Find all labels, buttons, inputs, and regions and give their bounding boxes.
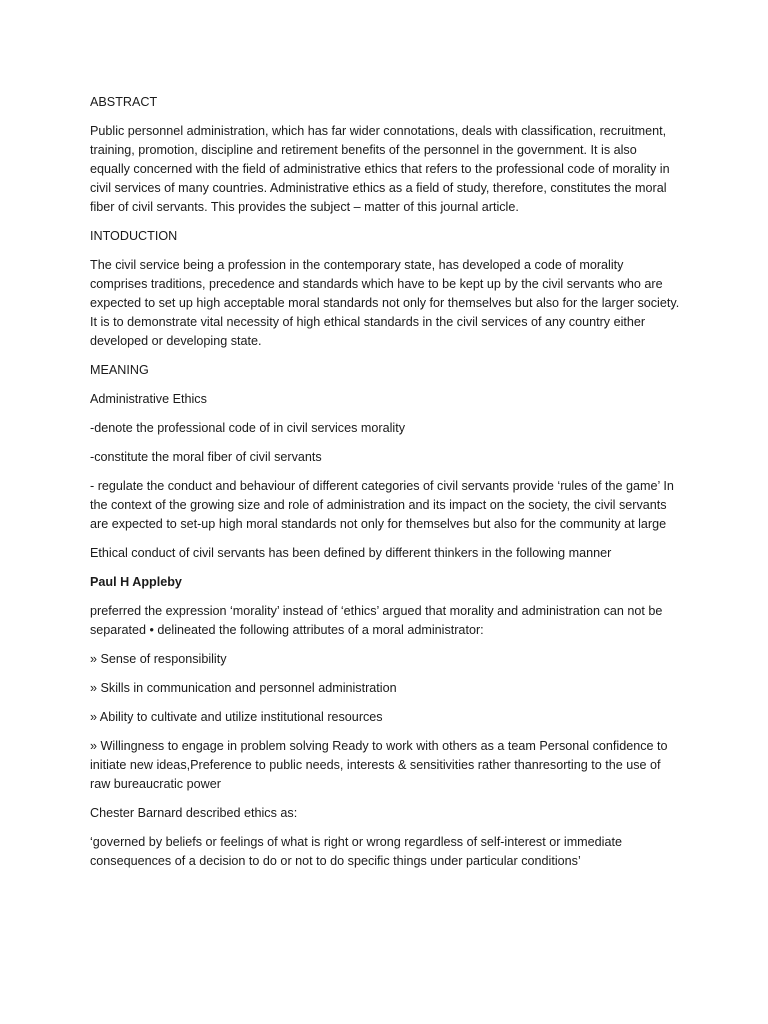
meaning-point-1: -denote the professional code of in civil services morality — [90, 421, 405, 435]
ethical-conduct-text: Ethical conduct of civil servants has been defined by different thinkers in the following manner — [90, 546, 612, 560]
introduction-heading: INTODUCTION — [90, 229, 178, 243]
barnard-quote: ‘governed by beliefs or feelings of what is right or wrong regardless of self-interest or immediate consequences of a decision to do or not to do specific things under particular conditions’ — [90, 835, 622, 868]
abstract-heading: ABSTRACT — [90, 95, 158, 109]
introduction-body: The civil service being a profession in the contemporary state, has developed a code of morality comprises traditions, precedence and standards which have to be kept up by the civil servants who are expected to set up high acceptable moral standards not only for themselves but also for the larger society. It is to demonstrate vital necessity of high ethical standards in the civil services of any country either developed or developing state. — [90, 258, 680, 348]
meaning-heading: MEANING — [90, 363, 149, 377]
meaning-point-3: - regulate the conduct and behaviour of different categories of civil servants provide ‘rules of the game’ In the context of the growing size and role of administration and its impact on the society, the civil servants are expected to set-up high moral standards not only for themselves but also for the community at large — [90, 479, 674, 531]
admin-ethics-label: Administrative Ethics — [90, 392, 207, 406]
document-page — [90, 93, 680, 881]
meaning-point-2: -constitute the moral fiber of civil servants — [90, 450, 322, 464]
attribute-item-3: » Ability to cultivate and utilize institutional resources — [90, 710, 383, 724]
abstract-body: Public personnel administration, which has far wider connotations, deals with classification, recruitment, training, promotion, discipline and retirement benefits of the personnel in the government. It is also equally concerned with the field of administrative ethics that refers to the professional code of morality in civil services of many countries. Administrative ethics as a field of study, therefore, constitutes the moral fiber of civil servants. This provides the subject – matter of this journal article. — [90, 124, 670, 214]
barnard-intro: Chester Barnard described ethics as: — [90, 806, 298, 820]
appleby-body: preferred the expression ‘morality’ instead of ‘ethics’ argued that morality and administration can not be separated • delineated the following attributes of a moral administrator: — [90, 604, 663, 637]
appleby-heading: Paul H Appleby — [90, 575, 182, 589]
attribute-item-1: » Sense of responsibility — [90, 652, 227, 666]
attribute-item-4: » Willingness to engage in problem solving Ready to work with others as a team Personal confidence to initiate new ideas,Preference to public needs, interests & sensitivities rather thanresorting to the use of raw bureaucratic power — [90, 739, 668, 791]
attribute-item-2: » Skills in communication and personnel administration — [90, 681, 397, 695]
